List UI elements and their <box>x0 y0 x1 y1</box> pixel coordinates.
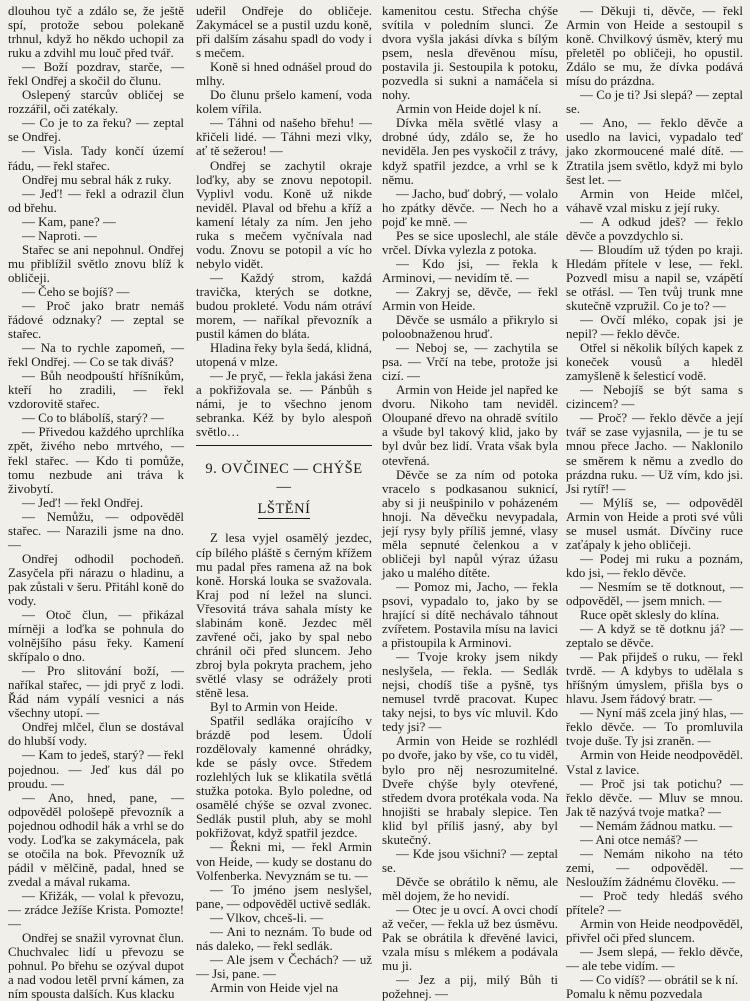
paragraph: — Na to rychle zapomeň, — řekl Ondřej. — Co se tak diváš? <box>8 341 184 370</box>
paragraph: — Proč? — řeklo děvče a její tvář se zase vyjasnila, — je tu se mnou přece Jacho. — Naklonilo se směrem k němu a zvedlo do prázdna ruku. — Už vím, kdo jsi. Jsi rytíř! — <box>566 411 743 496</box>
paragraph: Armin von Heide neodpověděl. Vstal z lavice. <box>566 748 743 777</box>
paragraph: — Co to blábolíš, starý? — <box>22 411 164 426</box>
paragraph: — Pomoz mi, Jacho, — řekla psovi, vypadalo to, jako by se hrající si dítě nechávalo táhnout zvířetem. Postavila mísu na lavici a přistoupila k Arminovi. <box>382 579 558 651</box>
paragraph: Z lesa vyjel osamělý jezdec, cíp bílého pláště s černým křížem mu padal přes ramena až na bok koně. Horská louka se svažovala. Kraj pod ní ležel na slunci. Vřesovitá tráva sahala místy ke slabinám koně. Jezdec měl zavřené oči, jako by spal nebo chránil oči před sluncem. Jeho zbroj byla pokryta prachem, jeho světlé vlasy se odrážely proti stěně lesa. <box>196 531 372 700</box>
paragraph: — Táhni od našeho břehu! — křičeli lidé. — Táhni mezi vlky, ať tě sežerou! — <box>196 116 372 159</box>
paragraph: dlouhou tyč a zdálo se, že ještě spí, protože sebou polekaně trhnul, když ho někdo uchopil za ruku a zdvihl mu louč před tvář. <box>8 4 184 61</box>
paragraph: Děvče se za ním od potoka vracelo s podkasanou suknicí, aby si ji neušpinilo v poházeném hnoji. Na děvečku nevypadala, její rysy byly příliš jemné, vlasy měla sepnuté čelenkou a v obličeji byl napůl výraz úžasu jako u malého dítěte. <box>382 467 558 580</box>
paragraph: — Tvoje kroky jsem nikdy neslyšela, — řekla. — Sedlák nejsi, chodíš tiše a pyšně, tys nemusel tvrdě pracovat. Kupec taky nejsi, to bys víc mluvil. Kdo tedy jsi? — <box>382 650 558 735</box>
paragraph: — Jacho, buď dobrý, — volalo ho zpátky děvče. — Nech ho a pojď ke mně. — <box>382 186 558 229</box>
paragraph: — Nemám nikoho na této zemi, — odpověděl. — Nesloužím žádnému člověku. — <box>566 846 743 889</box>
paragraph: Pes se sice uposlechl, ale stále vrčel. Dívka vylezla z potoka. <box>382 228 558 257</box>
paragraph: kamenitou cestu. Střecha chýše svítila v poledním slunci. Ze dvora vyšla jakási dívka s bílým psem, nesla dřevěnou mísu, postavila ji. Sestoupila k potoku, pozvedla si sukni a namáčela si nohy. <box>382 4 558 103</box>
paragraph: — Co je to za řeku? — zeptal se Ondřej. <box>8 116 184 145</box>
paragraph: Ondřej mlčel, člun se dostával do hlubší vody. <box>8 720 184 749</box>
paragraph: — Nebojíš se být sama s cizincem? — <box>566 383 743 412</box>
paragraph: Armin von Heide dojel k ní. <box>396 102 542 117</box>
paragraph: — A odkud jdeš? — řeklo děvče a povzdychlo si. <box>566 214 743 243</box>
paragraph: — Nyní máš zcela jiný hlas, — řeklo děvče. — To promluvila tvoje duše. Ty jsi zraněn. — <box>566 706 743 749</box>
paragraph: — Nemám žádnou matku. — <box>580 818 733 833</box>
section-heading-subtitle: LŠTĚNÍ <box>257 501 311 518</box>
paragraph: — Nemůžu, — odpověděl stařec. — Narazili jsme na dno. — <box>8 509 184 552</box>
paragraph: — Ani otce nemáš? — <box>580 832 698 847</box>
paragraph: — Vlkov, chceš-li. — <box>210 910 324 925</box>
paragraph: Armin von Heide vjel na <box>210 980 339 995</box>
paragraph: Ondřej se zachytil okraje loďky, aby se znovu nepotopil. Vyplivl vodu. Koně už nikde neviděl. Plaval od břehu a kříž a kamení létaly za ním. Jen jeho ruka s mečem vyčnívala nad vodu. Znovu se potopil a víc ho nebylo vidět. <box>196 158 372 271</box>
paragraph: — Nesmím se tě dotknout, — odpověděl, — jsem mnich. — <box>566 579 743 608</box>
paragraph: — Visla. Tady končí území řádu, — řekl stařec. <box>8 144 184 173</box>
paragraph: — Podej mi ruku a poznám, kdo jsi, — řeklo děvče. <box>566 551 743 580</box>
paragraph: — Ano, hned, pane, — odpověděl pološepě převozník a pojednou odhodil hák a vrhl se do vody. Loďka se zakymácela, pak se otočila na bok. Převozník už pádil v mělčině, padal, hned se zvedal a mával rukama. <box>8 790 184 889</box>
paragraph: — Naproti. — <box>22 228 97 243</box>
paragraph: — Pro slitování boží, — naříkal stařec, — jdi pryč z lodi. Řád nám vypálí vesnici a nás všechny utopí. — <box>8 664 184 721</box>
section-divider <box>196 445 372 446</box>
paragraph: — Ale jsem v Čechách? — už — Jsi, pane. — <box>196 952 372 981</box>
paragraph: — Řekni mi, — řekl Armin von Heide, — kudy se dostanu do Volfenberka. Nevyznám se tu. — <box>196 840 372 883</box>
paragraph: — Jez a pij, milý Bůh ti požehnej. — <box>382 973 558 1001</box>
paragraph: Armin von Heide jel napřed ke dvoru. Nikoho tam neviděl. Oloupané dřevo na ohradě svítilo a všude byl takový klid, jako by byl dvůr bez lidí. Vrata však byla otevřená. <box>382 383 558 468</box>
paragraph: Hladina řeky byla šedá, klidná, utopená v mlze. <box>196 341 372 370</box>
paragraph: Ondřej odhodil pochodeň. Zasyčela při nárazu o hladinu, a pak zůstali v šeru. Přitáhl koně do vody. <box>8 551 184 608</box>
paragraph: Ondřej se snažil vyrovnat člun. Chuchvalec lidí u převozu se pohnul. Po břehu se ozýval dupot a nad vodou letěl první kámen, za ním spousta dalších. Kus klacku <box>8 931 184 1001</box>
paragraph: — Přivedou každého uprchlíka zpět, živého nebo mrtvého, — řekl stařec. — Kdo ti pomůže, tomu nezbude ani tráva k živobytí. <box>8 425 184 496</box>
paragraph: Armin von Heide neodpověděl, přivřel oči před sluncem. <box>566 917 743 946</box>
paragraph: Děvče se obrátilo k němu, ale měl dojem, že ho nevidí. <box>382 874 558 903</box>
paragraph: Koně si hned odnášel proud do mlhy. <box>196 60 372 89</box>
paragraph: — Bůh neodpouští hříšníkům, kteří ho zradili, — řekl vzdorovitě stařec. <box>8 369 184 412</box>
paragraph: — Bloudím už týden po kraji. Hledám přítele v lese, — řekl. Pozvedl misu a napil se, vzápětí se otřásl. — Ten tvůj trunk mne skutečně vzpružil. Co je to? — <box>566 242 743 313</box>
paragraph: — To jméno jsem neslyšel, pane, — odpověděl uctivě sedlák. <box>196 882 372 911</box>
paragraph: Děvče se usmálo a přikrylo si poloobnaženou hruď. <box>382 313 558 342</box>
paragraph: — Pak přijdeš o ruku, — řekl tvrdě. — A kdybys to udělala s hříšným úmyslem, přišla bys o hlavu. Jsem řádový bratr. — <box>566 650 743 707</box>
paragraph: — Čeho se bojíš? — <box>22 284 130 299</box>
paragraph: — Proč jsi tak potichu? — řeklo děvče. — Mluv se mnou. Jak tě nazývá tvoje matka? — <box>566 776 743 819</box>
paragraph: Pomalu k němu pozvedala <box>566 987 703 1001</box>
paragraph: — Děkuji ti, děvče, — řekl Armin von Heide a sestoupil s koně. Chvilkový úsměv, který mu přeletěl po obličeji, ho opustil. Zdálo se mu, že dívka podává mísu do prázdna. <box>566 4 743 89</box>
paragraph: — Proč jako bratr nemáš řádové odznaky? — zeptal se stařec. <box>8 298 184 342</box>
paragraph: Do člunu pršelo kamení, voda kolem vířila. <box>196 88 372 117</box>
paragraph: — Kam to jedeš, starý? — řekl pojednou. — Jeď kus dál po proudu. — <box>8 748 184 791</box>
section-heading <box>196 460 372 519</box>
section-heading-title: 9. OVČINEC — CHÝŠE — <box>205 461 363 496</box>
paragraph: — Kam, pane? — <box>22 214 116 229</box>
paragraph: — Mýlíš se, — odpověděl Armin von Heide a proti své vůli se musel usmát. Dívčiny ruce zaťápaly k jeho obličeji. <box>566 495 743 552</box>
paragraph: Dívka měla světlé vlasy a drobné údy, zdálo se, že ho neviděla. Jen pes vyskočil z trávy, když spatřil jezdce, a vrhl se k němu. <box>382 116 558 187</box>
paragraph: — Křižák, — volal k převozu, — zrádce Ježíše Krista. Pomozte! — <box>8 888 184 932</box>
paragraph: — Kdo jsi, — řekla k Arminovi, — nevidím tě. — <box>382 256 558 285</box>
paragraph: — A když se tě dotknu já? — zeptalo se děvče. <box>566 622 743 651</box>
paragraph: — Proč tedy hledáš svého přítele? — <box>566 888 743 917</box>
paragraph: Otřel si několik bílých kapek z koneček vousů a hleděl zamyšleně k šelesticí vodě. <box>566 341 743 384</box>
paragraph: — Zakryj se, děvče, — řekl Armin von Heide. <box>382 284 558 313</box>
paragraph: — Co vidíš? — obrátil se k ní. <box>580 973 739 988</box>
paragraph: Ruce opět sklesly do klína. <box>580 608 720 623</box>
paragraph: udeřil Ondřeje do obličeje. Zakymácel se a pustil uzdu koně, při dalším zásahu spadl do vody i s mečem. <box>196 4 372 61</box>
text-column-1 <box>8 4 184 1001</box>
paragraph: — Ani to neznám. To bude od nás daleko, — řekl sedlák. <box>196 924 372 953</box>
paragraph: Armin von Heide se rozhlédl po dvoře, jako by vše, co tu viděl, bylo pro něj nesrozumitelné. Dveře chýše byly otevřené, středem dvora protékala voda. Na hnojišti se hrabaly slepice. Ten klid byl příliš jasný, aby byl skutečný. <box>382 734 558 847</box>
paragraph: — Jsem slepá, — řeklo děvče, — ale tebe vidím. — <box>566 945 743 974</box>
paragraph: — Ano, — řeklo děvče a usedlo na lavici, vypadalo teď jako zkormoucené malé dítě. — Ztratila jsem světlo, když mi bylo šest let. — <box>566 116 743 187</box>
paragraph: — Co je ti? Jsi slepá? — zeptal se. <box>566 88 743 117</box>
paragraph: — Jeď! — řekl Ondřej. <box>22 495 144 510</box>
paragraph: — Boží pozdrav, starče, — řekl Ondřej a skočil do člunu. <box>8 60 184 89</box>
paragraph: — Otoč člun, — přikázal mírněji a loďka se pohnula do volnějšího pásu řeky. Kamení skřípalo o dno. <box>8 608 184 665</box>
text-column-2 <box>196 4 372 995</box>
paragraph: — Neboj se, — zachytila se psa. — Vrčí na tebe, protože jsi cizí. — <box>382 341 558 384</box>
paragraph: — Jeď! — řekl a odrazil člun od břehu. <box>8 186 184 215</box>
paragraph: — Každý strom, každá travička, kterých se dotkne, budou prokleté. Vodu nám otráví morem, — naříkal převozník a pustil kámen do bláta. <box>196 270 372 342</box>
paragraph: — Kde jsou všichni? — zeptal se. <box>382 846 558 875</box>
paragraph: Ondřej mu sebral hák z ruky. <box>22 172 172 187</box>
paragraph: Spatřil sedláka orajícího v brázdě pod lesem. Údolí rozdělovaly kamenné ohrádky, kde se pásly ovce. Středem rozlehlých luk se klikatila světlá stužka potoka. Bylo poledne, od osamělé chýše se ozval zvonec. Sedlák pustil pluh, aby se mohl pokřižovat, když spatřil jezdce. <box>196 714 372 841</box>
paragraph: Armin von Heide mlčel, váhavě vzal misku z její ruky. <box>566 186 743 215</box>
paragraph: — Ovčí mléko, copak jsi je nepil? — řeklo děvče. <box>566 313 743 342</box>
paragraph: Oslepený starcův obličej se rozzářil, oči zatékaly. <box>8 88 184 117</box>
paragraph: — Je pryč, — řekla jakási žena a pokřižovala se. — Pánbůh s námi, je to všechno jenom sebranka. Kéž by bylo alespoň světlo… <box>196 369 372 440</box>
text-column-3 <box>382 4 558 1001</box>
paragraph: Stařec se ani nepohnul. Ondřej mu přiblížil světlo znovu blíž k obličeji. <box>8 242 184 285</box>
text-column-4 <box>566 4 743 1001</box>
paragraph: — Otec je u ovcí. A ovci chodí až večer, — řekla už bez úsměvu. Pak se obrátila k dřevěné lavici, vzala mísu s mlékem a podávala mu ji. <box>382 903 558 974</box>
paragraph: Byl to Armin von Heide. <box>210 700 338 715</box>
